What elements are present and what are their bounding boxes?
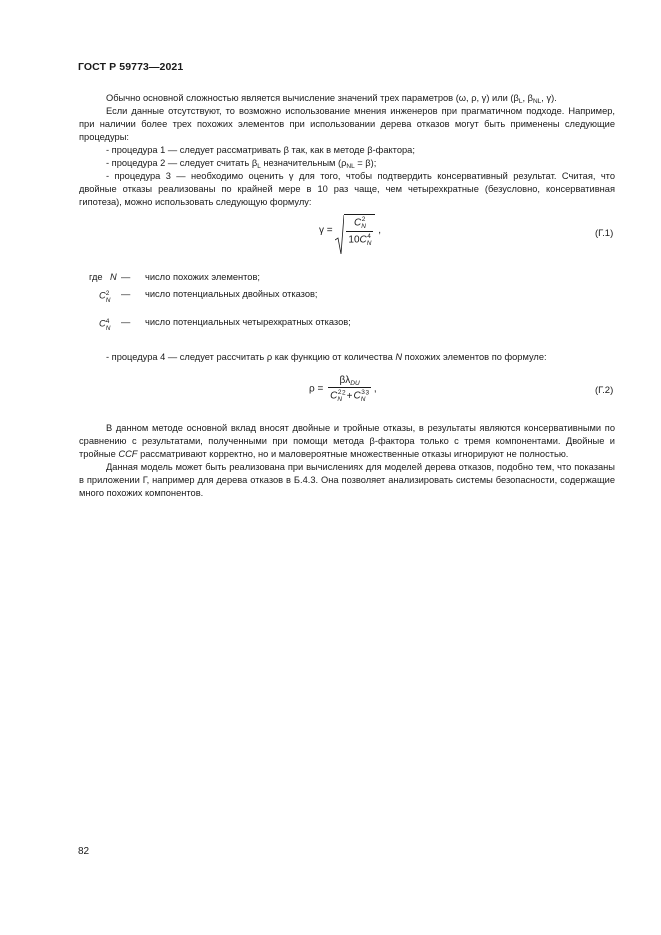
p1-end-text: , γ). <box>541 93 557 103</box>
paragraph-method-contribution <box>79 422 615 461</box>
paragraph-no-data: Если данные отсутствуют, то возможно использование мнения инженеров при прагматичном подходе. Например, при наличии более трех похожих элементов при использовании дерева отказов могут быть применены следующие процедуры: <box>79 106 615 142</box>
proc2-text-c: = β); <box>354 158 377 168</box>
def-symbol-n: N <box>110 272 117 282</box>
den-var: C <box>359 234 367 246</box>
g2-den-sub2: N <box>360 396 366 403</box>
lower-text-block <box>79 422 615 500</box>
definitions-intro: где <box>89 272 103 282</box>
formula-g2-fraction <box>328 375 371 403</box>
formula-g2-numerator <box>328 375 371 388</box>
formula-g1-denominator <box>346 232 373 247</box>
g2-den-sup2: 3 <box>361 389 365 396</box>
def-text-c4: число потенциальных четырехкратных отказов; <box>145 317 351 327</box>
g2-den-var1: C <box>330 390 338 402</box>
proc2-subscript-l: L <box>257 163 261 170</box>
formula-g1-tail: , <box>378 225 382 236</box>
p1-subscript-l: L <box>518 98 523 105</box>
procedure-4-block <box>79 351 615 364</box>
proc2-text-a: - процедура 2 — следует считать β <box>106 158 258 168</box>
def-symbol-c2-sup: 2 <box>105 290 110 297</box>
def-text-c2: число потенциальных двойных отказов; <box>145 289 318 299</box>
def-symbol-c4-var: C <box>99 318 106 329</box>
def-symbol-c2-sub: N <box>105 297 111 304</box>
procedure-2 <box>79 157 615 170</box>
formula-g1-number: (Г.1) <box>595 228 614 239</box>
formula-g2-lhs: ρ = <box>309 383 324 395</box>
page-number: 82 <box>78 846 90 857</box>
p1-text: Обычно основной сложностью является вычисление значений трех параметров (ω, ρ, γ) или (β <box>106 93 519 103</box>
formula-g2-tail: , <box>373 383 377 395</box>
def-dash: — <box>121 289 131 299</box>
g2-den-exp1: 2 <box>342 389 346 397</box>
def-text-n: число похожих элементов; <box>145 272 260 282</box>
num-var: C <box>353 217 362 229</box>
g2-den-sup1: 2 <box>337 389 342 396</box>
p5-end-text: рассматривают корректно, но и маловероятные множественные отказы игнорируют не полностью. <box>137 449 569 459</box>
formula-g1 <box>319 214 381 247</box>
den-sup: 4 <box>367 233 371 240</box>
formula-g2 <box>309 375 377 403</box>
radical-sign-icon <box>335 214 344 254</box>
def-symbol-c2-var: C <box>99 290 106 301</box>
g2-num-sub: DU <box>350 380 360 387</box>
proc4-text-a: - процедура 4 — следует рассчитать ρ как функцию от количества <box>106 352 396 362</box>
def-symbol-c2 <box>99 289 110 303</box>
den-sub: N <box>366 240 372 247</box>
def-symbol-c4 <box>99 317 110 331</box>
g2-num: βλ <box>339 375 351 386</box>
formula-g2-number: (Г.2) <box>595 385 614 396</box>
g2-den-exp2: 3 <box>365 389 370 397</box>
g2-den-plus: + <box>346 390 353 402</box>
formula-g1-fraction <box>346 216 373 247</box>
standard-title: ГОСТ Р 59773—2021 <box>78 61 184 73</box>
proc2-text-b: незначительным (ρ <box>260 158 347 168</box>
paragraph-model-usage: Данная модель может быть реализована при вычислениях для моделей дерева отказов, подобно тем, что показаны в приложении Г, например для дерева отказов в Б.4.3. Она позволяет анализировать системы безопасности, содержащие много похожих компонентов. <box>79 462 615 498</box>
procedure-4 <box>79 351 615 364</box>
p5-text: В данном методе основной вклад вносят двойные и тройные отказы, в результаты являются консервативными по сравнению с результатами, полученными при помощи метода β-фактора только с тремя компонентами. Двойные и тройные <box>79 423 615 459</box>
procedure-1: - процедура 1 — следует рассматривать β так, как в методе β-фактора; <box>106 145 415 155</box>
proc4-text-b: похожих элементов по формуле: <box>402 352 547 362</box>
def-dash: — <box>121 272 131 282</box>
formula-g1-numerator <box>346 216 373 232</box>
def-dash: — <box>121 317 131 327</box>
g2-den-var2: C <box>353 390 361 402</box>
sqrt-symbol <box>337 214 375 247</box>
p1-mid-text: , β <box>522 93 533 103</box>
num-sup: 2 <box>361 216 366 223</box>
p5-var: CCF <box>118 449 138 459</box>
num-sub: N <box>361 223 366 230</box>
proc4-var: N <box>395 352 403 362</box>
paragraph-complexity <box>79 92 615 105</box>
formula-g2-denominator <box>328 388 371 403</box>
procedure-3: - процедура 3 — необходимо оценить γ для того, чтобы подтвердить консервативный результат. Считая, что двойные отказы реализованы по крайней мере в 10 раз чаще, чем четырехкратные (безусловно, консервативная гипотеза), можно использовать следующую формулу: <box>79 171 615 207</box>
upper-text-block <box>79 92 615 209</box>
proc2-subscript-nl: NL <box>346 163 355 170</box>
den-coef: 10 <box>348 234 360 246</box>
p1-subscript-nl: NL <box>532 98 542 105</box>
formula-g1-lhs: γ = <box>319 225 333 236</box>
def-symbol-c4-sub: N <box>105 325 111 332</box>
g2-den-sub1: N <box>337 396 343 403</box>
def-symbol-c4-sup: 4 <box>105 318 110 325</box>
